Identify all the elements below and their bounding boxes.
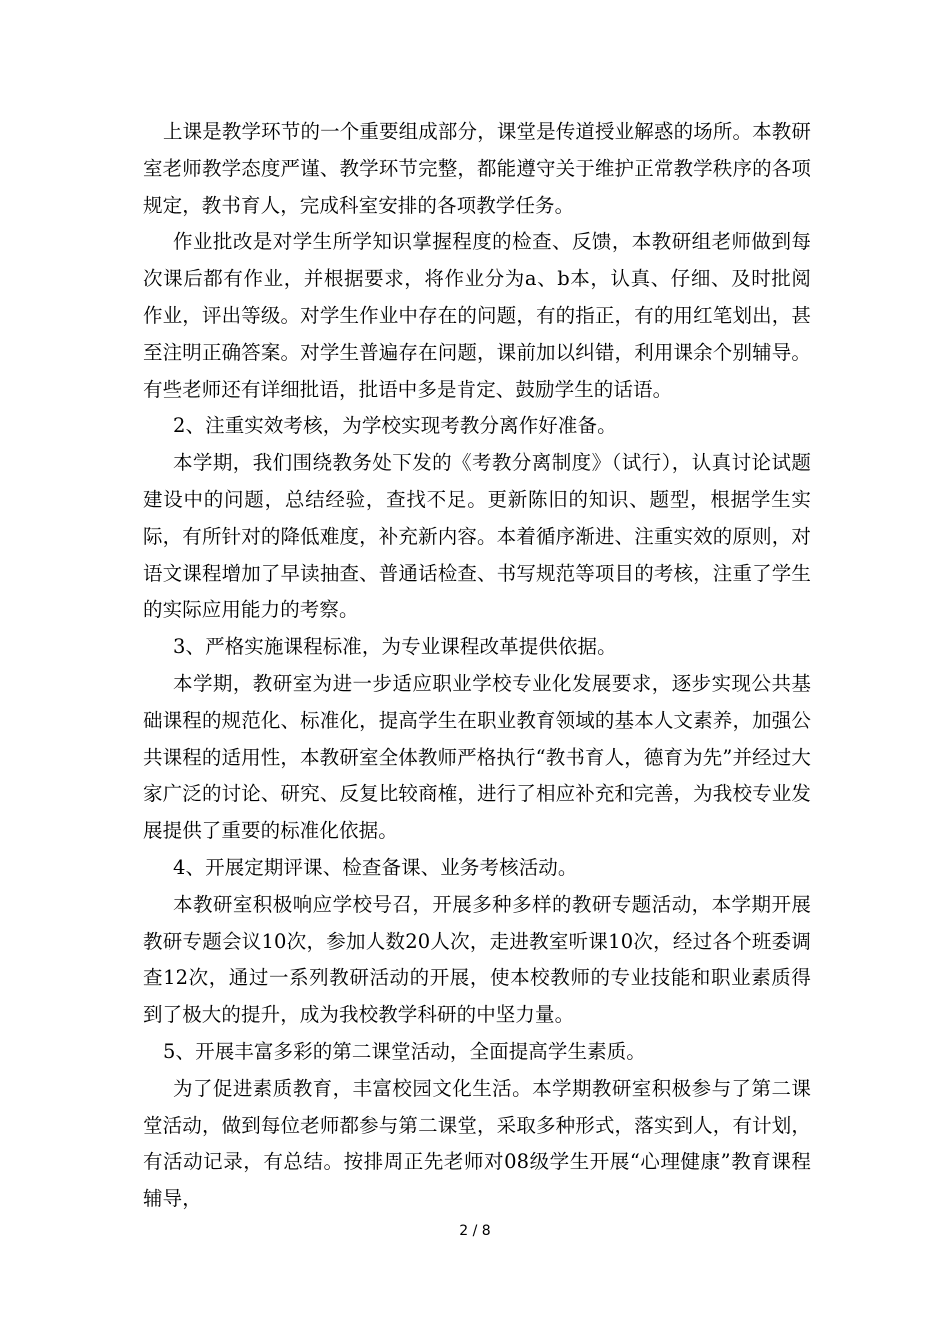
paragraph-lesson-review: 本教研室积极响应学校号召，开展多种多样的教研专题活动，本学期开展教研专题会议10次，参加人数20人次，走进教室听课10次，经过各个班委调查12次，通过一系列教研活动的开展，使本校教师的专业技能和职业素质得到了极大的提升，成为我校教学科研的中坚力量。 [143, 892, 811, 1027]
paragraph-homework-grading: 作业批改是对学生所学知识掌握程度的检查、反馈，本教研组老师做到每次课后都有作业，并根据要求，将作业分为a、b本，认真、仔细、及时批阅作业，评出等级。对学生作业中存在的问题，有的指正，有的用红笔划出，甚至注明正确答案。对学生普遍存在问题，课前加以纠错，利用课余个别辅导。有些老师还有详细批语，批语中多是肯定、鼓励学生的话语。 [143, 230, 811, 401]
heading-second-classroom: 5、开展丰富多彩的第二课堂活动，全面提高学生素质。 [163, 1039, 646, 1063]
heading-curriculum-standards: 3、严格实施课程标准，为专业课程改革提供依据。 [173, 635, 617, 659]
paragraph-class-teaching: 上课是教学环节的一个重要组成部分，课堂是传道授业解惑的场所。本教研室老师教学态度严谨、教学环节完整，都能遵守关于维护正常教学秩序的各项规定，教书育人，完成科室安排的各项教学任务。 [143, 120, 811, 217]
page-number: 2 / 8 [459, 1223, 491, 1239]
paragraph-curriculum-standards: 本学期，教研室为进一步适应职业学校专业化发展要求，逐步实现公共基础课程的规范化、标准化，提高学生在职业教育领域的基本人文素养，加强公共课程的适用性，本教研室全体教师严格执行“教书育人，德育为先”并经过大家广泛的讨论、研究、反复比较商榷，进行了相应补充和完善，为我校专业发展提供了重要的标准化依据。 [143, 671, 811, 843]
document-body [143, 114, 811, 1218]
paragraph-assessment: 本学期，我们围绕教务处下发的《考教分离制度》（试行），认真讨论试题建设中的问题，总结经验，查找不足。更新陈旧的知识、题型，根据学生实际，有所针对的降低难度，补充新内容。本着循序渐进、注重实效的原则，对语文课程增加了早读抽查、普通话检查、书写规范等项目的考核，注重了学生的实际应用能力的考察。 [143, 451, 811, 622]
paragraph-second-classroom: 为了促进素质教育，丰富校园文化生活。本学期教研室积极参与了第二课堂活动，做到每位老师都参与第二课堂，采取多种形式，落实到人，有计划，有活动记录，有总结。按排周正先老师对08级学生开展“心理健康”教育课程辅导， [143, 1076, 811, 1211]
heading-lesson-review: 4、开展定期评课、检查备课、业务考核活动。 [173, 855, 578, 879]
heading-assessment: 2、注重实效考核，为学校实现考教分离作好准备。 [173, 414, 617, 438]
